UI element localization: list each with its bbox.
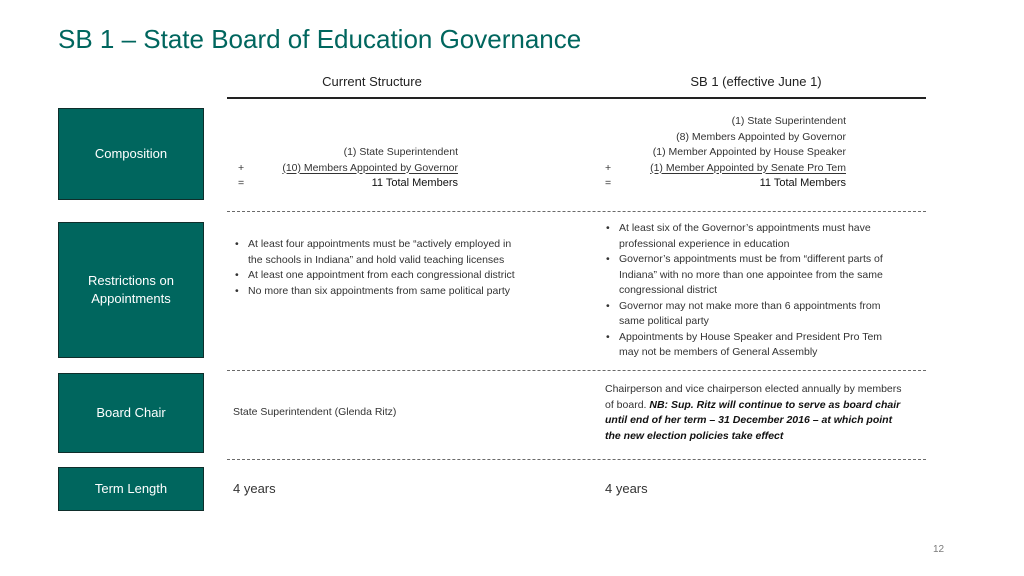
restrictions-label: Restrictions on Appointments — [88, 273, 174, 306]
restrictions-current-item: • At least four appointments must be “actively employed in the schools in Indiana” and hold valid teaching licenses — [233, 237, 523, 268]
composition-current-symbol: = — [238, 177, 245, 189]
column-header-current: Current Structure — [322, 74, 422, 89]
restrictions-sb1-item: • At least six of the Governor’s appointments must have professional experience in education — [604, 221, 896, 252]
term-length-current: 4 years — [233, 481, 276, 496]
row-divider — [227, 211, 926, 212]
composition-sb1-symbol: = — [605, 177, 612, 189]
header-rule — [227, 97, 926, 99]
composition-current-text: (1) State Superintendent — [343, 146, 458, 158]
composition-sb1-text: (1) Member Appointed by House Speaker — [652, 146, 846, 158]
composition-sb1-line — [605, 161, 846, 177]
composition-current-line — [238, 145, 458, 161]
board-chair-sb1 — [605, 382, 905, 444]
restrictions-sb1-item: • Governor’s appointments must be from “different parts of Indiana” with no more than one appointee from the same congressional district — [604, 252, 896, 299]
board-chair-sb1-note: NB: Sup. Ritz will continue to serve as board chair until end of her term – 31 December 2016 – at which point the new election policies take effect — [605, 398, 901, 442]
restrictions-current-item: • No more than six appointments from same political party — [233, 284, 523, 300]
restrictions-sb1-item: • Governor may not make more than 6 appointments from same political party — [604, 299, 896, 330]
composition-sb1-line — [605, 145, 846, 161]
composition-current-line — [238, 161, 458, 177]
row-divider — [227, 370, 926, 371]
composition-sb1-symbol — [605, 130, 627, 146]
composition-label-box — [58, 108, 204, 200]
term-length-sb1: 4 years — [605, 481, 648, 496]
page-number: 12 — [933, 544, 945, 555]
composition-sb1-text: (1) Member Appointed by Senate Pro Tem — [650, 161, 846, 174]
restrictions-sb1-item: • Appointments by House Speaker and President Pro Tem may not be members of General Assembly — [604, 330, 896, 361]
row-divider — [227, 459, 926, 460]
composition-label: Composition — [94, 146, 168, 161]
restrictions-label-box — [58, 222, 204, 358]
composition-current-total: 11 Total Members — [371, 177, 458, 189]
board-chair-sb1-text: Chairperson and vice chairperson elected annually by members of board. — [605, 383, 902, 411]
composition-sb1-total: 11 Total Members — [759, 177, 846, 189]
composition-sb1-line — [605, 114, 846, 130]
restrictions-sb1-list — [604, 221, 896, 361]
composition-sb1-symbol — [605, 145, 627, 161]
composition-sb1-line — [605, 130, 846, 146]
composition-sb1-line — [605, 176, 846, 192]
restrictions-current-item: • At least one appointment from each congressional district — [233, 268, 523, 284]
composition-current-line — [238, 176, 458, 192]
composition-sb1 — [605, 114, 846, 192]
board-chair-label: Board Chair — [96, 405, 166, 420]
term-length-label-box — [58, 467, 204, 511]
composition-sb1-text: (1) State Superintendent — [731, 115, 846, 127]
column-header-sb1: SB 1 (effective June 1) — [690, 74, 822, 89]
composition-sb1-symbol — [605, 114, 627, 130]
composition-current-text: (10) Members Appointed by Governor — [282, 161, 458, 174]
board-chair-label-box — [58, 373, 204, 453]
term-length-label: Term Length — [94, 481, 168, 496]
board-chair-current: State Superintendent (Glenda Ritz) — [233, 406, 397, 418]
composition-sb1-text: (8) Members Appointed by Governor — [676, 130, 846, 143]
page-title: SB 1 – State Board of Education Governance — [58, 24, 582, 54]
composition-current-symbol: + — [238, 161, 245, 174]
restrictions-current-list — [233, 237, 523, 299]
composition-sb1-symbol: + — [605, 161, 612, 174]
composition-current-symbol — [238, 145, 260, 161]
composition-current — [238, 145, 458, 192]
